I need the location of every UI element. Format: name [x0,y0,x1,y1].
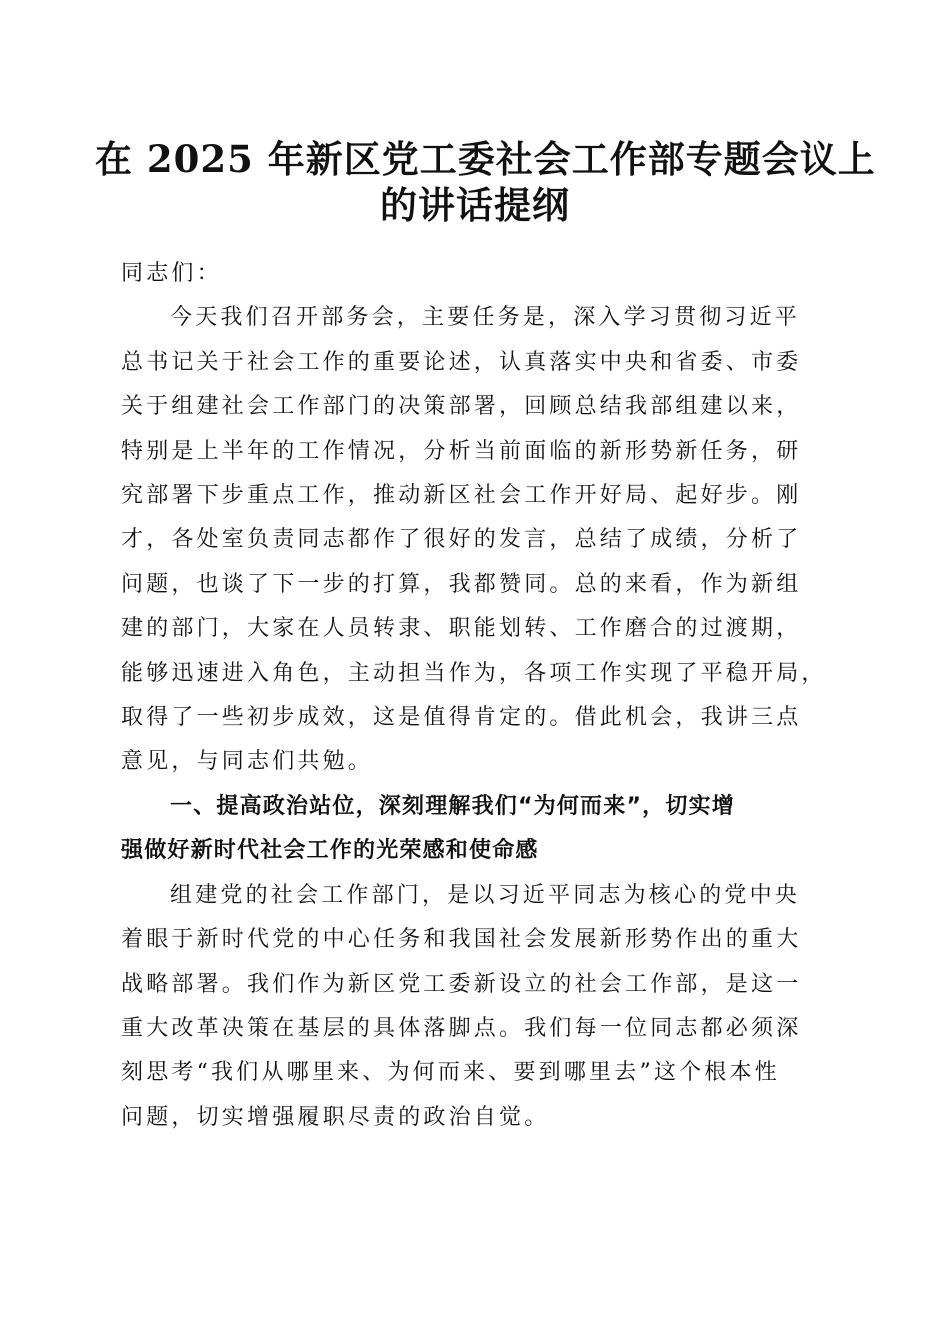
title-line: 在 2025 年新区党工委社会工作部专题会议上 [95,137,876,181]
section-heading-1 [121,785,826,874]
text-line: 着眼于新时代党的中心任务和我国社会发展新形势作出的重大 [121,927,802,953]
document-body [121,252,826,1140]
document-title [95,136,876,228]
text-line: 问题，切实增强履职尽责的政治自觉。 [121,1104,550,1130]
heading-line: 一、提高政治站位，深刻理解我们“为何而来”，切实增 [170,793,735,819]
text-line: 问题，也谈了下一步的打算，我都赞同。总的来看，作为新组 [121,571,802,597]
salutation: 同志们： [121,261,222,286]
text-line: 究部署下步重点工作，推动新区社会工作开好局、起好步。刚 [121,483,802,509]
text-line: 总书记关于社会工作的重要论述，认真落实中央和省委、市委 [121,349,802,375]
text-line: 关于组建社会工作部门的决策部署，回顾总结我部组建以来， [121,394,802,420]
text-line: 特别是上半年的工作情况，分析当前面临的新形势新任务，研 [121,438,802,464]
text-line: 组建党的社会工作部门，是以习近平同志为核心的党中央 [170,882,801,908]
heading-line: 强做好新时代社会工作的光荣感和使命感 [121,838,539,864]
text-line: 重大改革决策在基层的具体落脚点。我们每一位同志都必须深 [121,1015,802,1041]
text-line: 取得了一些初步成效，这是值得肯定的。借此机会，我讲三点 [121,705,802,731]
title-line: 的讲话提纲 [380,183,570,227]
text-line: 今天我们召开部务会，主要任务是，深入学习贯彻习近平 [170,305,801,331]
paragraph-opening [121,296,826,784]
text-line: 战略部署。我们作为新区党工委新设立的社会工作部，是这一 [121,971,802,997]
text-line: 刻思考“我们从哪里来、为何而来、要到哪里去”这个根本性 [121,1060,780,1086]
text-line: 建的部门，大家在人员转隶、职能划转、工作磨合的过渡期， [121,616,802,642]
text-line: 才，各处室负责同志都作了很好的发言，总结了成绩，分析了 [121,527,802,553]
text-line: 能够迅速进入角色，主动担当作为，各项工作实现了平稳开局， [121,660,827,686]
paragraph-section-1 [121,874,826,1140]
text-line: 意见，与同志们共勉。 [121,749,374,775]
